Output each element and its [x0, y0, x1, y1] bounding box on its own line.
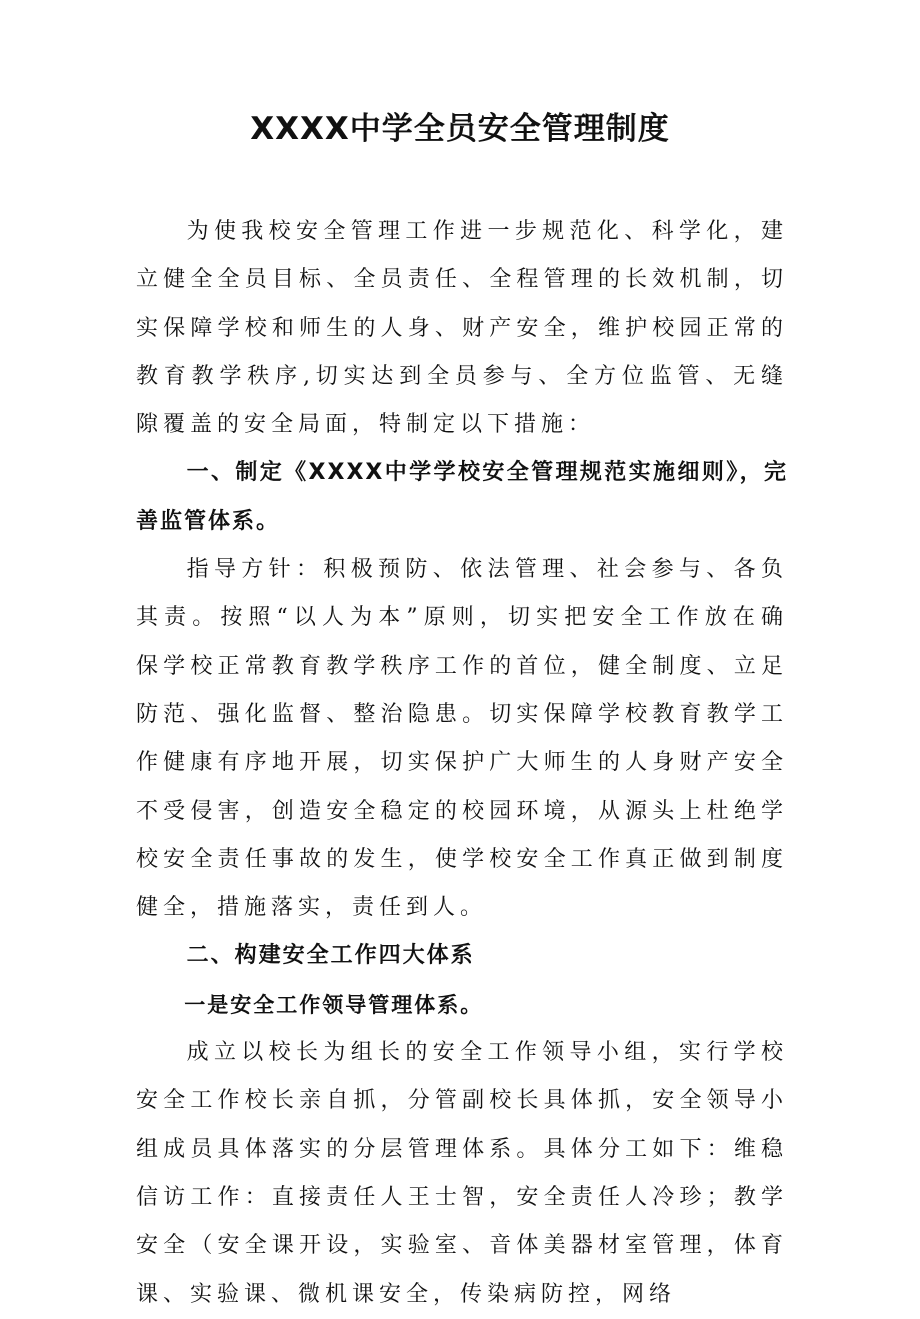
leadership-paragraph: 成立以校长为组长的安全工作领导小组，实行学校安全工作校长亲自抓，分管副校长具体抓，安全领导小组成员具体落实的分层管理体系。具体分工如下：维稳信访工作：直接责任人王士智，安全责任人冷珍；教学安全（安全课开设，实验室、音体美器材室管理，体育课、实验课、微机课安全，传染病防控，网络 — [136, 1040, 788, 1307]
section-heading-2: 二、构建安全工作四大体系 — [186, 943, 475, 969]
document-title: XXXX中学全员安全管理制度 — [250, 111, 670, 147]
subsection-heading-1: 一是安全工作领导管理体系。 — [184, 992, 484, 1017]
intro-paragraph: 为使我校安全管理工作进一步规范化、科学化，建立健全全员目标、全员责任、全程管理的长效机制，切实保障学校和师生的人身、财产安全，维护校园正常的教育教学秩序,切实达到全员参与、全方位监管、无缝隙覆盖的安全局面，特制定以下措施： — [136, 219, 788, 438]
document-body — [136, 208, 788, 1319]
guideline-paragraph: 指导方针：积极预防、依法管理、社会参与、各负其责。按照“以人为本”原则，切实把安全工作放在确保学校正常教育教学秩序工作的首位，健全制度、立足防范、强化监督、整治隐患。切实保障学校教育教学工作健康有序地开展，切实保护广大师生的人身财产安全不受侵害，创造安全稳定的校园环境，从源头上杜绝学校安全责任事故的发生，使学校安全工作真正做到制度健全，措施落实，责任到人。 — [136, 557, 788, 921]
section-heading-1: 一、制定《XXXX中学学校安全管理规范实施细则》，完善监管体系。 — [136, 460, 788, 534]
